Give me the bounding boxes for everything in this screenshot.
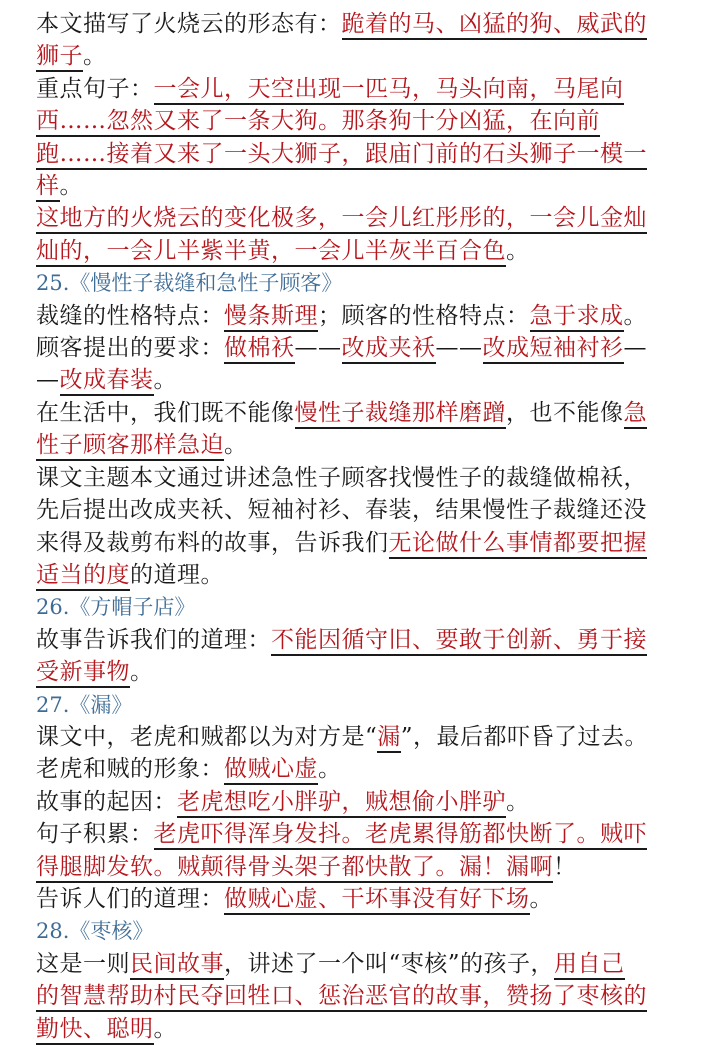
body-text: 。 <box>506 237 530 264</box>
text-line <box>36 202 696 234</box>
body-text: 先后提出改成夹袄、短袖衬衫、春装，结果慢性子裁缝还没 <box>36 497 647 524</box>
body-text: — <box>36 367 60 394</box>
body-text: 在生活中，我们既不能像 <box>36 399 295 426</box>
body-text: 句子积累： <box>36 821 154 848</box>
answer-text: 用自己 <box>554 951 625 980</box>
body-text: 故事告诉我们的道理： <box>36 626 271 653</box>
answer-text: 灿的，一会儿半紫半黄，一会儿半灰半百合色 <box>36 238 506 267</box>
body-text: 。 <box>83 43 107 70</box>
body-text: 。 <box>59 173 83 200</box>
answer-text: 一会儿，天空出现一匹马，马头向南，马尾向 <box>154 76 624 105</box>
text-line <box>36 624 696 656</box>
answer-text: 改成夹袄 <box>342 335 436 364</box>
text-line <box>36 818 696 850</box>
text-line <box>36 786 696 818</box>
answer-text: 不能因循守旧、要敢于创新、勇于接 <box>271 627 647 656</box>
answer-text: 适当的度 <box>36 562 130 591</box>
answer-text: 狮子 <box>36 43 83 72</box>
body-text: 。 <box>506 788 530 815</box>
body-text: ；顾客的性格特点： <box>318 302 530 329</box>
lesson-heading: 28.《枣核》 <box>36 919 154 944</box>
body-text: 裁缝的性格特点： <box>36 302 224 329</box>
answer-text: 做贼心虚 <box>224 756 318 785</box>
text-line <box>36 170 696 202</box>
body-text: 。 <box>153 367 177 394</box>
text-line <box>36 721 696 753</box>
answer-text: 慢性子裁缝那样磨蹭 <box>295 400 507 429</box>
text-line <box>36 851 696 883</box>
text-line <box>36 429 696 461</box>
text-line <box>36 753 696 785</box>
body-text: 顾客提出的要求： <box>36 335 224 362</box>
body-text: 课文主题本文通过讲述急性子顾客找慢性子的裁缝做棉袄， <box>36 464 647 491</box>
answer-text: 改成春装 <box>60 367 154 396</box>
answer-text: 无论做什么事情都要把握 <box>389 530 648 559</box>
body-text: 课文中，老虎和贼都以为对方是“ <box>36 723 378 750</box>
body-text: 。 <box>153 1015 177 1042</box>
answer-text: 改成短袖衬衫 <box>483 335 624 364</box>
text-line <box>36 883 696 915</box>
answer-text: 做贼心虚、干坏事没有好下场 <box>224 886 530 915</box>
text-line <box>36 656 696 688</box>
text-line <box>36 397 696 429</box>
body-text: 。 <box>623 302 647 329</box>
answer-text: 得腿脚发软。贼颠得骨头架子都快散了。漏！漏啊 <box>36 854 553 883</box>
body-text: 本文描写了火烧云的形态有： <box>36 11 342 37</box>
text-line <box>36 40 696 72</box>
answer-text: 急于求成 <box>530 303 624 332</box>
lesson-heading: 26.《方帽子店》 <box>36 595 196 620</box>
lesson-heading: 27.《漏》 <box>36 692 133 717</box>
answer-text: 跪着的马、凶猛的狗、威武的 <box>342 11 648 40</box>
answer-text: 漏 <box>377 724 401 753</box>
body-text: 的道理。 <box>130 561 224 588</box>
body-text: —— <box>294 335 342 362</box>
answer-text: 性子顾客那样急迫 <box>36 432 224 461</box>
body-text: ，也不能像 <box>506 399 624 426</box>
answer-text: 急 <box>624 400 648 429</box>
body-text: 重点句子： <box>36 75 154 102</box>
text-line <box>36 300 696 332</box>
body-text: 来得及裁剪布料的故事，告诉我们 <box>36 529 389 556</box>
body-text: 。 <box>130 659 154 686</box>
text-line <box>36 364 696 396</box>
body-text: ，讲述了一个叫“枣核”的孩子， <box>224 950 555 977</box>
body-text: ”，最后都吓昏了过去。 <box>400 723 649 750</box>
body-text: 这是一则 <box>36 950 130 977</box>
body-text: — <box>623 335 647 362</box>
lesson-heading: 25.《慢性子裁缝和急性子顾客》 <box>36 271 343 296</box>
body-text: 告诉人们的道理： <box>36 885 224 912</box>
answer-text: 民间故事 <box>130 951 224 980</box>
text-line <box>36 73 696 105</box>
answer-text: 老虎想吃小胖驴，贼想偷小胖驴 <box>177 789 506 818</box>
text-line <box>36 8 696 40</box>
body-text: 老虎和贼的形象： <box>36 756 224 783</box>
text-line <box>36 138 696 170</box>
text-line <box>36 105 696 137</box>
answer-text: 样 <box>36 173 60 202</box>
answer-text: 的智慧帮助村民夺回牲口、惩治恶官的故事，赞扬了枣核的 <box>36 983 647 1012</box>
text-line <box>36 332 696 364</box>
text-line <box>36 494 696 526</box>
body-text: 。 <box>318 756 342 783</box>
answer-text: 做棉袄 <box>224 335 295 364</box>
answer-text: 老虎吓得浑身发抖。老虎累得筋都快断了。贼吓 <box>154 821 648 850</box>
text-line <box>36 235 696 267</box>
text-line <box>36 527 696 559</box>
answer-text: 跑……接着又来了一头大狮子，跟庙门前的石头狮子一模一 <box>36 141 647 170</box>
text-line <box>36 1013 696 1045</box>
text-line <box>36 980 696 1012</box>
answer-text: 西……忽然又来了一条大狗。那条狗十分凶猛，在向前 <box>36 108 600 137</box>
answer-text: 勤快、聪明 <box>36 1016 154 1045</box>
answer-text: 这地方的火烧云的变化极多，一会儿红彤彤的，一会儿金灿 <box>36 205 647 234</box>
answer-text: 慢条斯理 <box>224 303 318 332</box>
text-line <box>36 462 696 494</box>
body-text: ！ <box>553 853 577 880</box>
text-line <box>36 559 696 591</box>
body-text: 故事的起因： <box>36 788 177 815</box>
body-text: 。 <box>224 432 248 459</box>
body-text: —— <box>435 335 483 362</box>
body-text: 。 <box>529 885 553 912</box>
answer-text: 受新事物 <box>36 659 130 688</box>
text-line <box>36 948 696 980</box>
